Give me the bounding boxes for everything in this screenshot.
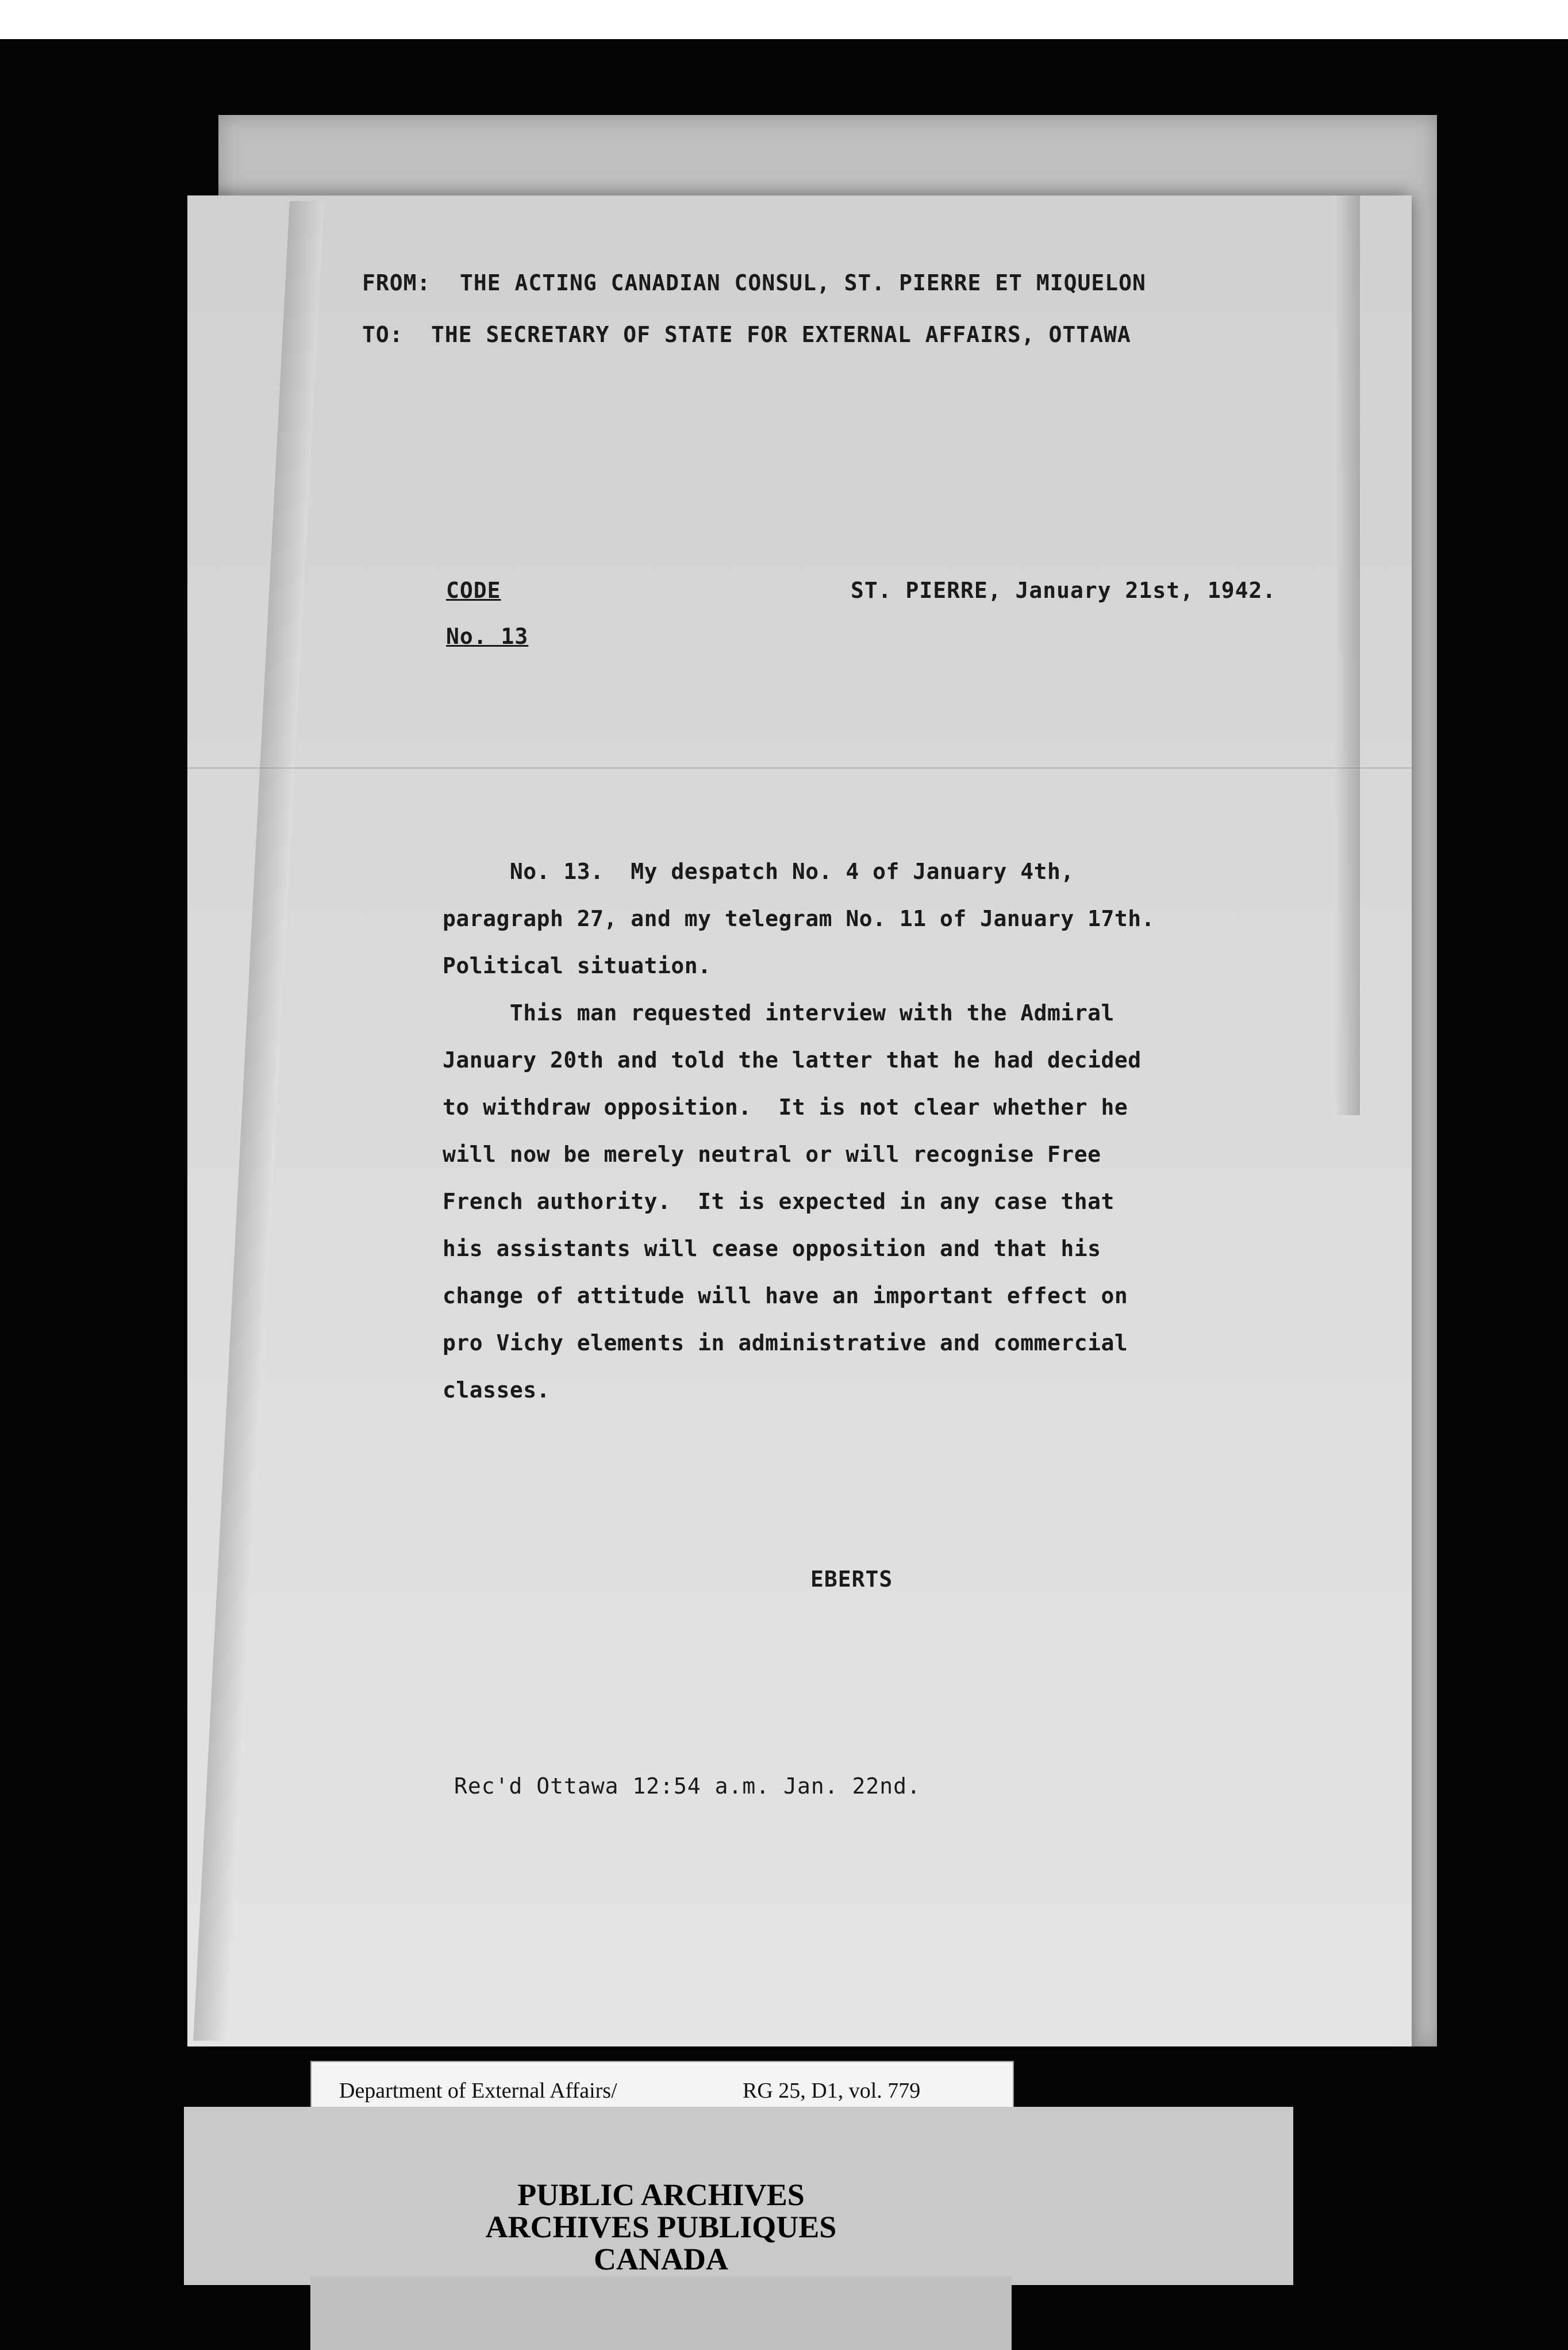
body-line: his assistants will cease opposition and that his	[443, 1236, 1101, 1261]
top-border-strip	[0, 0, 1568, 39]
body-line: January 20th and told the latter that he had decided	[443, 1047, 1142, 1073]
archives-stamp-tab	[310, 2276, 1012, 2350]
received-note: Rec'd Ottawa 12:54 a.m. Jan. 22nd.	[454, 1773, 921, 1799]
to-value: THE SECRETARY OF STATE FOR EXTERNAL AFFAIRS, OTTAWA	[431, 322, 1131, 347]
fold-line	[187, 767, 1412, 769]
body-line: Political situation.	[443, 953, 712, 978]
body-line: to withdraw opposition. It is not clear whether he	[443, 1095, 1128, 1120]
place-date: ST. PIERRE, January 21st, 1942.	[851, 578, 1277, 603]
body-line: No. 13. My despatch No. 4 of January 4th,	[443, 859, 1074, 884]
code-label: CODE	[446, 578, 501, 603]
body-line: paragraph 27, and my telegram No. 11 of January 17th.	[443, 906, 1155, 931]
signature: EBERTS	[810, 1566, 893, 1592]
record-group-reference: RG 25, D1, vol. 779	[743, 2079, 921, 2103]
body-line: This man requested interview with the Admiral	[443, 1000, 1114, 1026]
body-line: French authority. It is expected in any case that	[443, 1189, 1114, 1214]
page-curl-right	[1333, 195, 1360, 1115]
from-value: THE ACTING CANADIAN CONSUL, ST. PIERRE ET MIQUELON	[460, 270, 1146, 295]
stamp-line-canada: CANADA	[594, 2242, 728, 2276]
body-line: will now be merely neutral or will recognise Free	[443, 1142, 1101, 1167]
body-line: pro Vichy elements in administrative and commercial	[443, 1330, 1128, 1356]
stamp-line-archives-publiques: ARCHIVES PUBLIQUES	[485, 2210, 837, 2244]
message-number: No. 13	[446, 624, 529, 649]
body-line: change of attitude will have an important effect on	[443, 1283, 1128, 1308]
from-label: FROM:	[362, 270, 431, 295]
body-line: classes.	[443, 1377, 551, 1403]
to-label: TO:	[362, 322, 403, 347]
message-body	[443, 848, 1224, 1414]
department-english: Department of External Affairs/	[339, 2079, 617, 2103]
stamp-line-public-archives: PUBLIC ARCHIVES	[517, 2178, 805, 2212]
